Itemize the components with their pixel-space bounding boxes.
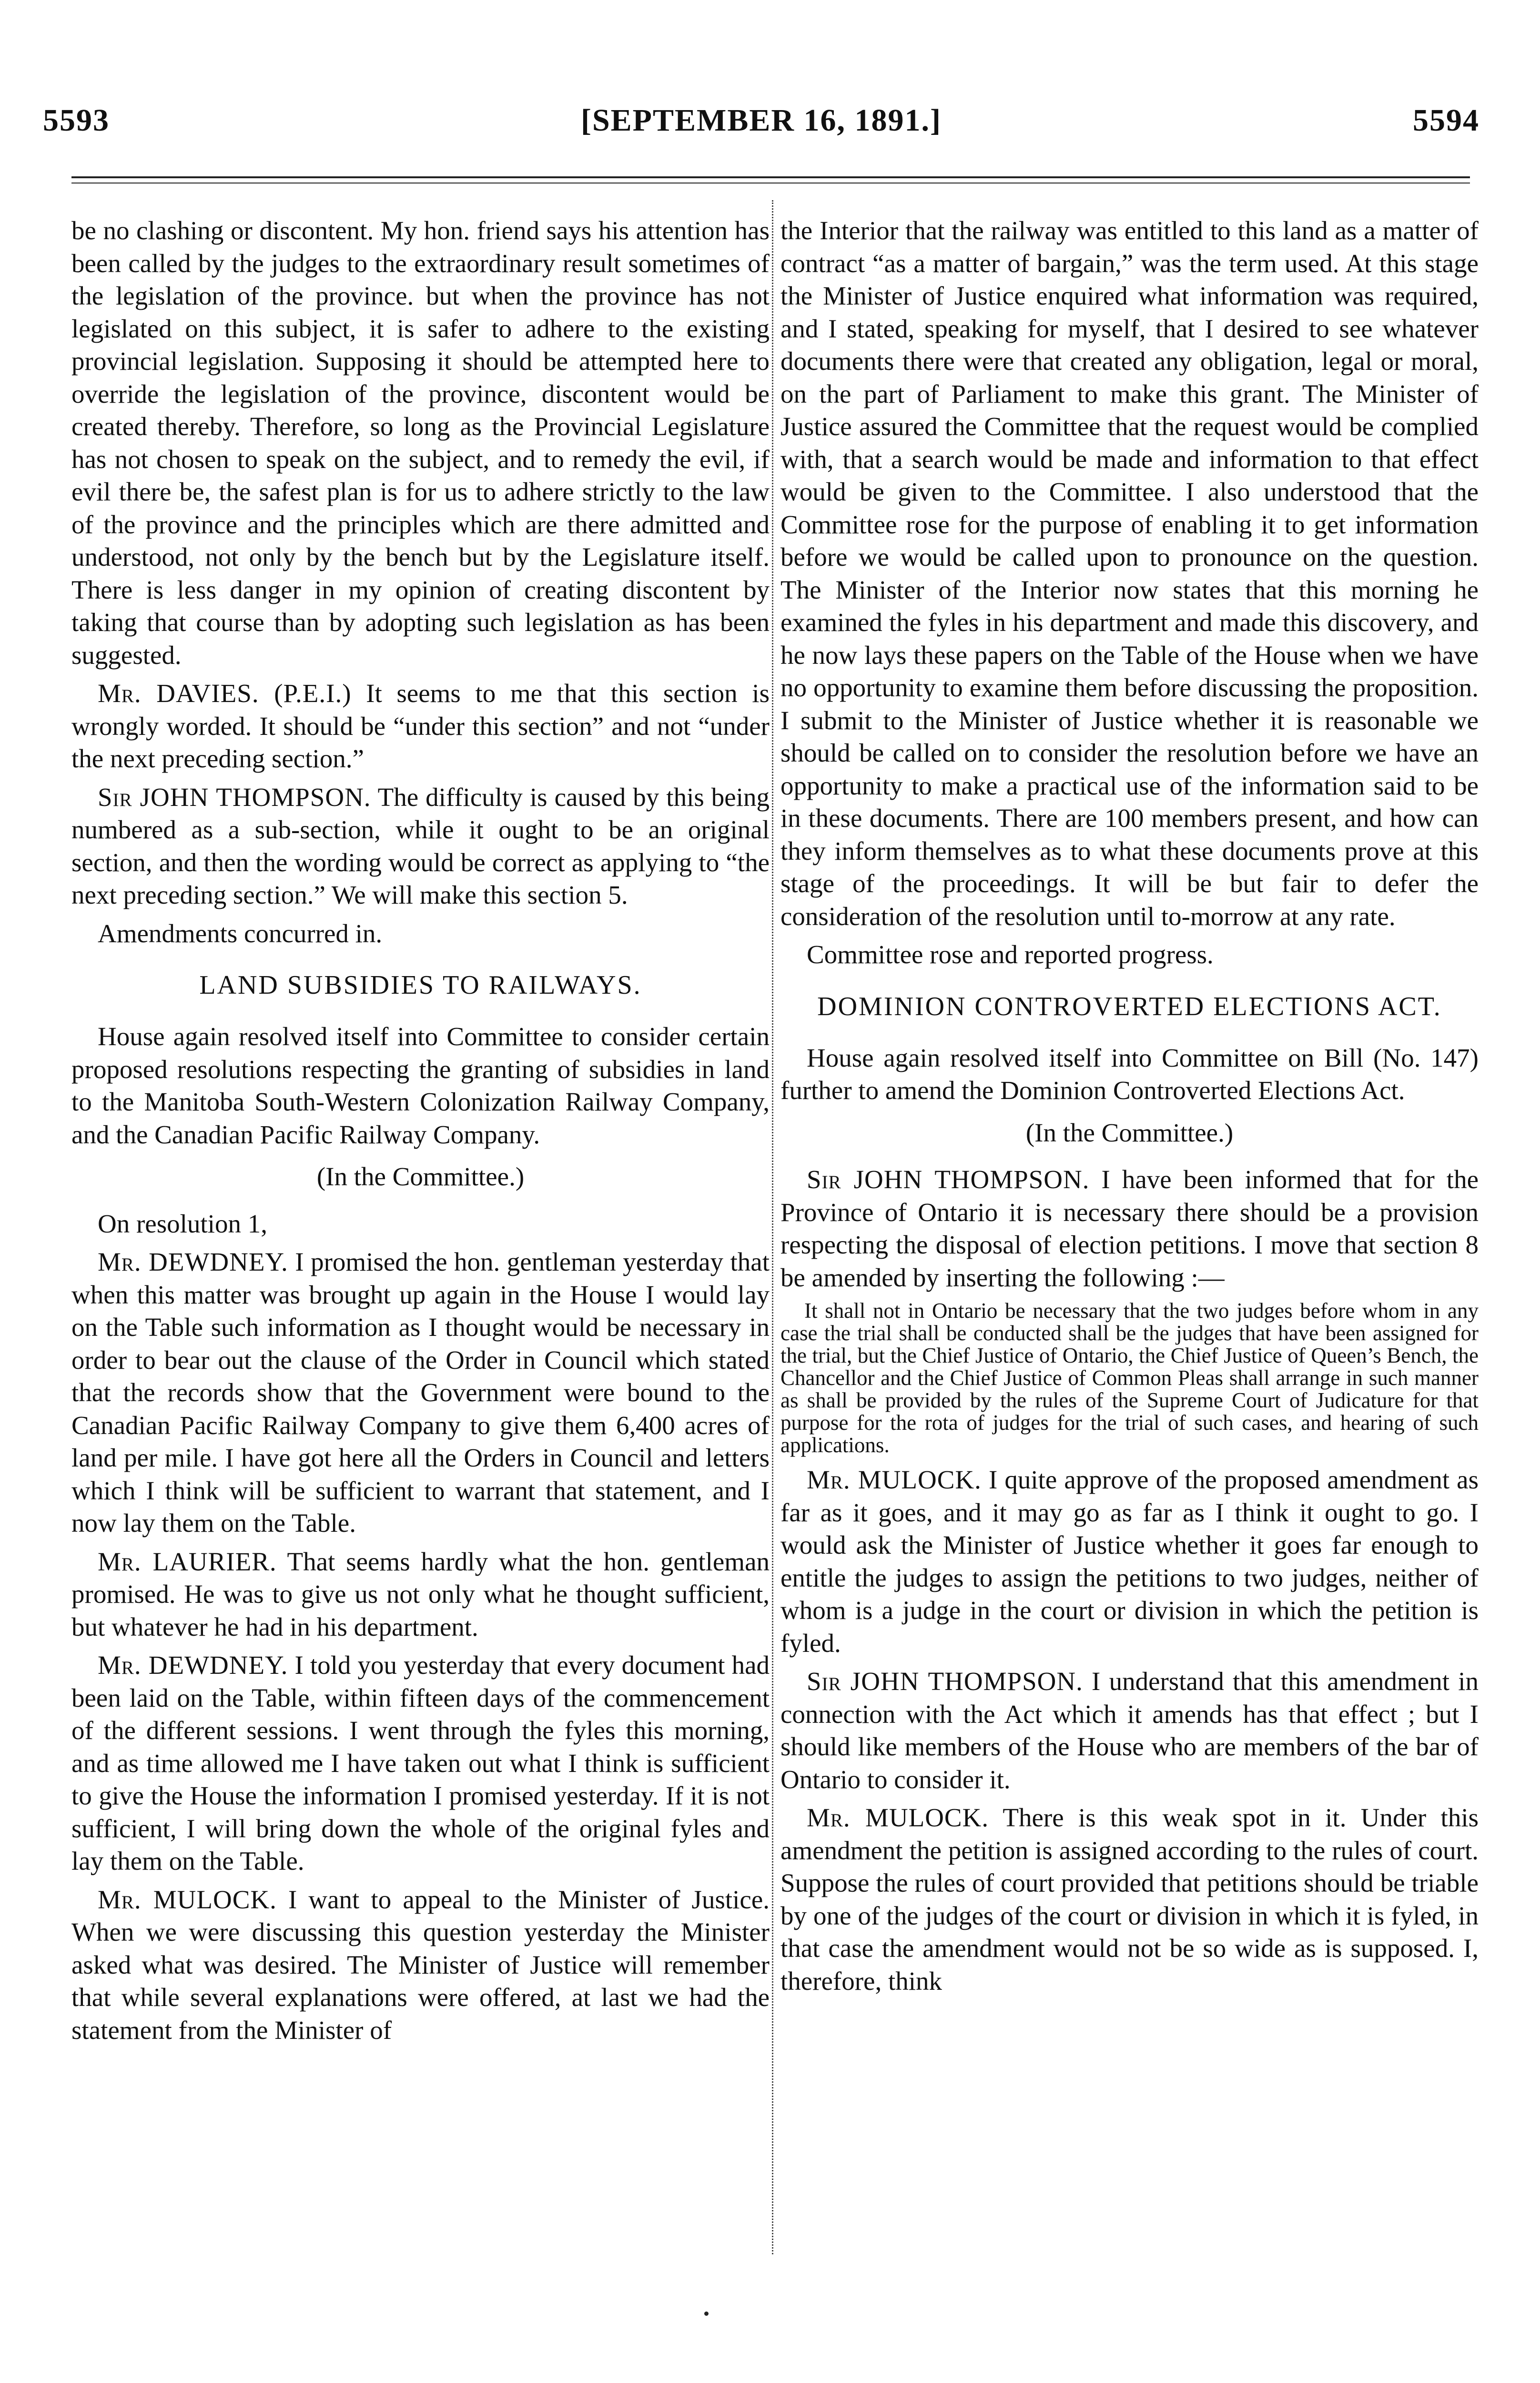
speech-text: I want to appeal to the Minister of Justice. When we were discussing this question yesterday the Minister asked what was desired. The Minister of Justice will remember that while several explanations were offered, at last we had the statement from the Minister of — [71, 1884, 770, 2045]
speaker-name: Mr. MULOCK. — [807, 1803, 989, 1832]
paragraph: House again resolved itself into Committee to consider certain proposed resolutions respecting the granting of subsidies in land to the Manitoba South-Western Colonization Railway Company, and the Canadian Pacific Railway Company. — [71, 1022, 770, 1149]
speech-text: I promised the hon. gentleman yesterday that when this matter was brought up again in the House I would lay on the Table such information as I thought would be necessary in order to bear out the clause of the Order in Council which stated that the records show that the Government were bound to the Canadian Pacific Railway Company to give them 6,400 acres of land per mile. I have got here all the Orders in Council and letters which I think will be sufficient to warrant that statement, and I now lay them on the Table. — [71, 1247, 770, 1538]
paragraph — [780, 1163, 1479, 1294]
paragraph: the Interior that the railway was entitled to this land as a matter of contract “as a matter of bargain,” was the term used. At this stage the Minister of Justice enquired what information was required, and I stated, speaking for myself, that I desired to see whatever documents there were that created any obligation, legal or moral, on the part of Parliament to make this grant. The Minister of Justice assured the Committee that the request would be complied with, that a search would be made and information to that effect would be given to the Committee. I also understood that the Committee rose for the purpose of enabling it to get information before we would be called upon to pronounce on the question. The Minister of the Interior now states that this morning he examined the fyles in his department and made this discovery, and he now lays these papers on the Table of the House when we have no opportunity to examine them before discussing the proposition. I submit to the Minister of Justice whether it is reasonable we should be called on to consider the resolution before we have an opportunity to make a practical use of the information said to be in these documents. There are 100 members present, and how can they inform themselves as to what these documents prove at this stage of the proceedings. It will be but fair to defer the consideration of the resolution until to-morrow at any rate. — [780, 216, 1479, 931]
paragraph — [71, 1649, 770, 1878]
speech-text: I told you yesterday that every document had been laid on the Table, within fifteen days of the commencement of the different sessions. I went through the fyles this morning, and as time allowed me I have taken out what I think is sufficient to give the House the information I promised yesterday. If it is not sufficient, I will bring down the whole of the original fyles and lay them on the Table. — [71, 1650, 770, 1875]
paragraph: Amendments concurred in. — [98, 918, 383, 948]
section-heading: LAND SUBSIDIES TO RAILWAYS. — [199, 970, 642, 1000]
page-number-left: 5593 — [43, 103, 110, 138]
left-column — [71, 214, 770, 2052]
column-divider — [772, 200, 773, 2254]
paragraph — [780, 1802, 1479, 1997]
amendment-quote: It shall not in Ontario be necessary that the two judges before whom in any case the trial shall be conducted shall be the judges that have been assigned for the trial, but the Chief Justice of Ontario, the Chief Justice of Queen’s Bench, the Chancellor and the Chief Justice of Common Pleas shall arrange in such manner as shall be provided by the rules of the Supreme Court of Judicature for that purpose for the rota of judges for the trial of such cases, and hearing of such applications. — [780, 1299, 1479, 1457]
paragraph — [780, 1464, 1479, 1660]
page-header — [43, 102, 1479, 150]
paragraph — [71, 1884, 770, 2047]
speech-text: It seems to me that this section is wrongly worded. It should be “under this section” and not “under the next preceding section.” — [71, 679, 770, 773]
section-heading: DOMINION CONTROVERTED ELECTIONS ACT. — [817, 991, 1442, 1021]
committee-note: (In the Committee.) — [316, 1162, 525, 1191]
committee-note: (In the Committee.) — [1025, 1118, 1234, 1147]
speaker-name: Mr. LAURIER. — [98, 1547, 277, 1576]
speech-text: The difficulty is caused by this being numbered as a sub-section, while it ought to be an original section, and then the wording would be correct as applying to “the next preceding section.” We will make this section 5. — [71, 782, 770, 909]
speaker-name: Sir JOHN THOMPSON. — [807, 1667, 1083, 1696]
print-mark — [704, 2312, 709, 2316]
header-rule-thick — [71, 176, 1470, 178]
speech-text: I understand that this amendment in connection with the Act which it amends has that effect ; but I should like members of the House who are members of the bar of Ontario to consider it. — [780, 1667, 1479, 1794]
paragraph — [71, 1546, 770, 1644]
paragraph — [71, 677, 770, 775]
speech-text: There is this weak spot in it. Under this amendment the petition is assigned according to the rules of court. Suppose the rules of court provided that petitions should be triable by one of the judges of the court or division in which it is fyled, in that case the amendment would not be so wide as is supposed. I, therefore, think — [780, 1803, 1479, 1996]
paragraph: On resolution 1, — [98, 1209, 267, 1238]
speaker-name: Sir JOHN THOMPSON. — [807, 1165, 1090, 1194]
speaker-name: Mr. DEWDNEY. — [98, 1650, 288, 1680]
paragraph — [71, 781, 770, 912]
page-number-right: 5594 — [1413, 103, 1479, 138]
speech-text: I have been informed that for the Province of Ontario it is necessary there should be a provision respecting the disposal of election petitions. I move that section 8 be amended by inserting the following :— — [780, 1165, 1479, 1292]
speaker-name: Mr. DAVIES. (P.E.I.) — [98, 679, 352, 708]
paragraph: Committee rose and reported progress. — [807, 940, 1214, 969]
speaker-name: Sir JOHN THOMPSON. — [98, 782, 371, 812]
paragraph: House again resolved itself into Committee on Bill (No. 147) further to amend the Dominion Controverted Elections Act. — [780, 1043, 1479, 1105]
speaker-name: Mr. MULOCK. — [98, 1884, 277, 1914]
right-column — [780, 214, 1479, 2003]
paragraph — [71, 1246, 770, 1540]
speaker-name: Mr. MULOCK. — [807, 1465, 982, 1494]
page-date: [SEPTEMBER 16, 1891.] — [580, 103, 942, 138]
speech-text: I quite approve of the proposed amendment as far as it goes, and it may go as far as I think it ought to go. I would ask the Minister of Justice whether it goes far enough to entitle the judges to assign the petitions to two judges, neither of whom is a judge in the court or division in which the petition is fyled. — [780, 1465, 1479, 1658]
paragraph — [780, 1665, 1479, 1796]
speech-text: That seems hardly what the hon. gentleman promised. He was to give us not only what he thought sufficient, but whatever he had in his department. — [71, 1547, 770, 1641]
paragraph: be no clashing or discontent. My hon. friend says his attention has been called by the judges to the extraordinary result sometimes of the legislation of the province. but when the province has not legislated on this subject, it is safer to adhere to the existing provincial legislation. Supposing it should be attempted here to override the legislation of the province, discontent would be created thereby. Therefore, so long as the Provincial Legislature has not chosen to speak on the subject, and to remedy the evil, if evil there be, the safest plan is for us to adhere strictly to the law of the province and the principles which are there admitted and understood, not only by the bench but by the Legislature itself. There is less danger in my opinion of creating discontent by taking that course than by adopting such legislation as has been suggested. — [71, 216, 770, 670]
speaker-name: Mr. DEWDNEY. — [98, 1247, 288, 1276]
